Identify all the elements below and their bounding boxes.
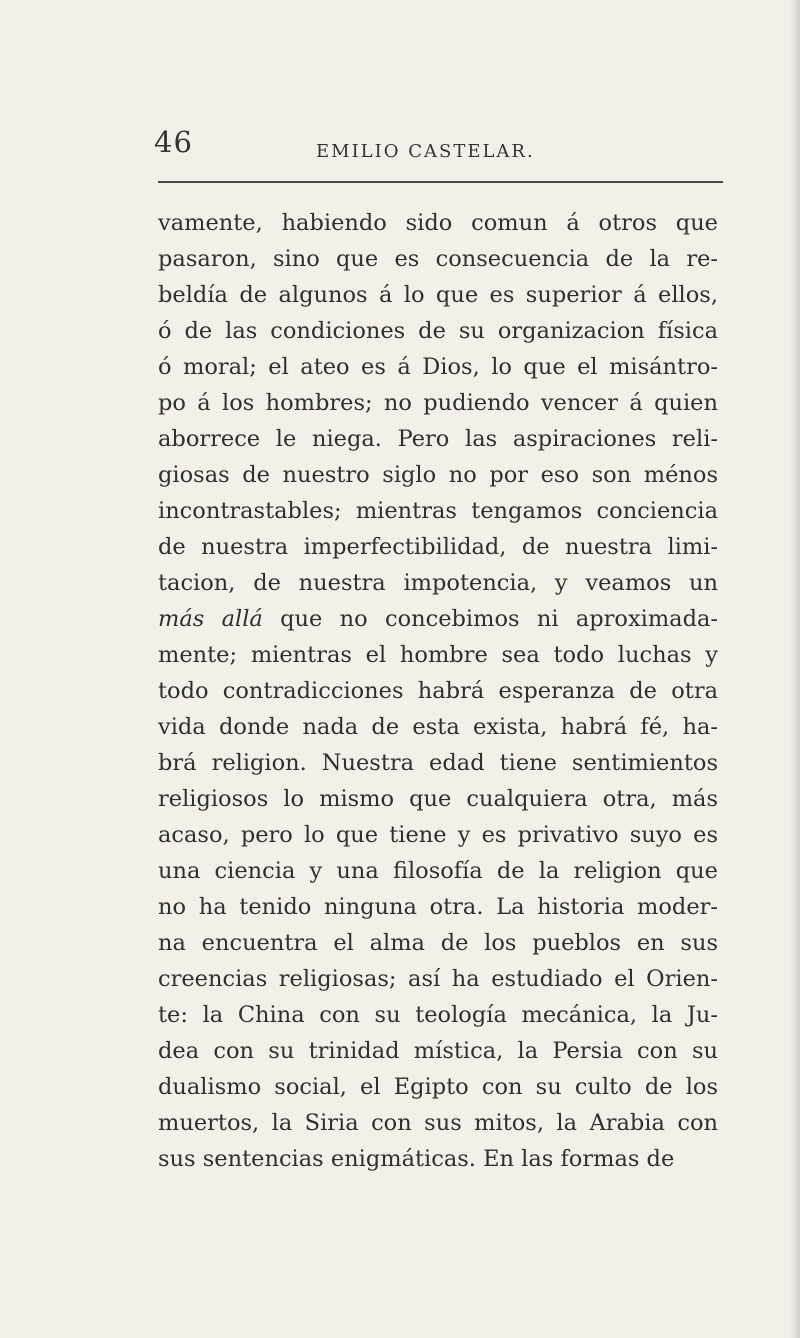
text-line-with-italic — [158, 601, 718, 637]
body-text — [158, 205, 718, 1177]
text-line: po á los hombres; no pudiendo vencer á quien — [158, 390, 718, 416]
text-line: ó de las condiciones de su organizacion física — [158, 318, 718, 344]
page-edge-shadow — [790, 0, 800, 1338]
text-line: religiosos lo mismo que cualquiera otra, más — [158, 786, 718, 812]
text-line: vida donde nada de esta exista, habrá fé, ha- — [158, 714, 718, 740]
text-line: ó moral; el ateo es á Dios, lo que el misántro- — [158, 354, 718, 380]
text-line: todo contradicciones habrá esperanza de otra — [158, 678, 718, 704]
running-head: EMILIO CASTELAR. — [316, 141, 535, 162]
text-line: incontrastables; mientras tengamos conciencia — [158, 498, 718, 524]
text-line: dea con su trinidad mística, la Persia con su — [158, 1038, 718, 1064]
text-line: creencias religiosas; así ha estudiado el Orien- — [158, 966, 718, 992]
text-line: sus sentencias enigmáticas. En las formas de — [158, 1146, 675, 1172]
text-line: muertos, la Siria con sus mitos, la Arabia con — [158, 1110, 718, 1136]
text-line: pasaron, sino que es consecuencia de la re- — [158, 246, 718, 272]
text-line: una ciencia y una filosofía de la religion que — [158, 858, 718, 884]
text-line: vamente, habiendo sido comun á otros que — [158, 210, 718, 236]
text-line-rest: que no concebimos ni aproximada- — [262, 606, 719, 632]
text-line: mente; mientras el hombre sea todo luchas y — [158, 642, 718, 668]
text-line: no ha tenido ninguna otra. La historia moder- — [158, 894, 718, 920]
page-header — [154, 125, 724, 168]
text-line: de nuestra imperfectibilidad, de nuestra limi- — [158, 534, 718, 560]
text-line: te: la China con su teología mecánica, la Ju- — [158, 1002, 718, 1028]
page-number: 46 — [154, 125, 193, 159]
text-line: tacion, de nuestra impotencia, y veamos un — [158, 570, 718, 596]
text-line: brá religion. Nuestra edad tiene sentimientos — [158, 750, 718, 776]
text-line: aborrece le niega. Pero las aspiraciones reli- — [158, 426, 718, 452]
text-line: na encuentra el alma de los pueblos en sus — [158, 930, 718, 956]
text-line: acaso, pero lo que tiene y es privativo suyo es — [158, 822, 718, 848]
text-line: dualismo social, el Egipto con su culto de los — [158, 1074, 718, 1100]
header-rule — [158, 181, 723, 183]
italic-phrase: más allá — [158, 606, 263, 632]
text-line: beldía de algunos á lo que es superior á ellos, — [158, 282, 718, 308]
text-line: giosas de nuestro siglo no por eso son ménos — [158, 462, 718, 488]
